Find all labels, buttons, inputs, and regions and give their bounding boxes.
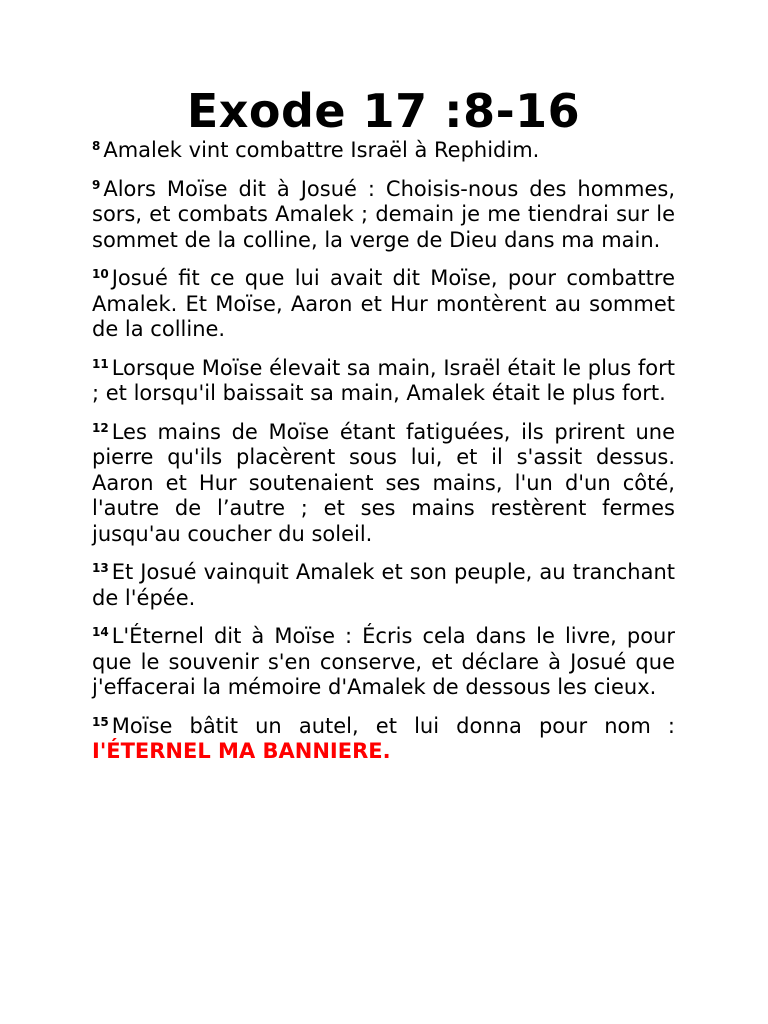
verse-13 [92,560,675,611]
verse-number: 15 [92,714,109,729]
verse-number: 8 [92,139,101,153]
document-page [92,84,675,778]
verse-11 [92,356,675,407]
verse-10 [92,266,675,343]
verse-12 [92,420,675,548]
verse-text: Et Josué vainquit Amalek et son peuple, au tranchant de l'épée. [92,560,675,610]
verse-number: 12 [92,420,109,435]
page-title: Exode 17 :8-16 [186,84,581,138]
verse-number: 9 [92,177,101,192]
verse-text: Les mains de Moïse étant fatiguées, ils prirent une pierre qu'ils placèrent sous lui, et il s'assit dessus. Aaron et Hur soutenaient ses mains, l'un d'un côté, l'autre de l’autre ; et ses mains restèrent fermes jusqu'au coucher du soleil. [92,419,675,546]
verse-9 [92,177,675,254]
verse-number: 14 [92,625,109,639]
verse-text: L'Éternel dit à Moïse : Écris cela dans le livre, pour que le souvenir s'en conserve, et déclare à Josué que j'effacerai la mémoire d'Amalek de dessous les cieux. [92,624,675,699]
verse-number: 13 [92,561,109,575]
verse-text: Moïse bâtit un autel, et lui donna pour nom : [111,713,675,738]
verse-text: Alors Moïse dit à Josué : Choisis-nous des hommes, sors, et combats Amalek ; demain je me tiendrai sur le sommet de la colline, la verge de Dieu dans ma main. [92,176,675,252]
verse-text: Amalek vint combattre Israël à Rephidim. [103,138,540,162]
highlighted-name: I'ÉTERNEL MA BANNIERE. [92,739,391,763]
verse-text: Josué fit ce que lui avait dit Moïse, pour combattre Amalek. Et Moïse, Aaron et Hur montèrent au sommet de la colline. [92,266,675,341]
verse-text: Lorsque Moïse élevait sa main, Israël était le plus fort ; et lorsqu'il baissait sa main, Amalek était le plus fort. [92,355,675,405]
verse-15 [92,714,675,765]
verse-14 [92,624,675,701]
verse-number: 10 [92,267,109,281]
verse-8 [92,138,675,164]
verse-number: 11 [92,356,109,371]
